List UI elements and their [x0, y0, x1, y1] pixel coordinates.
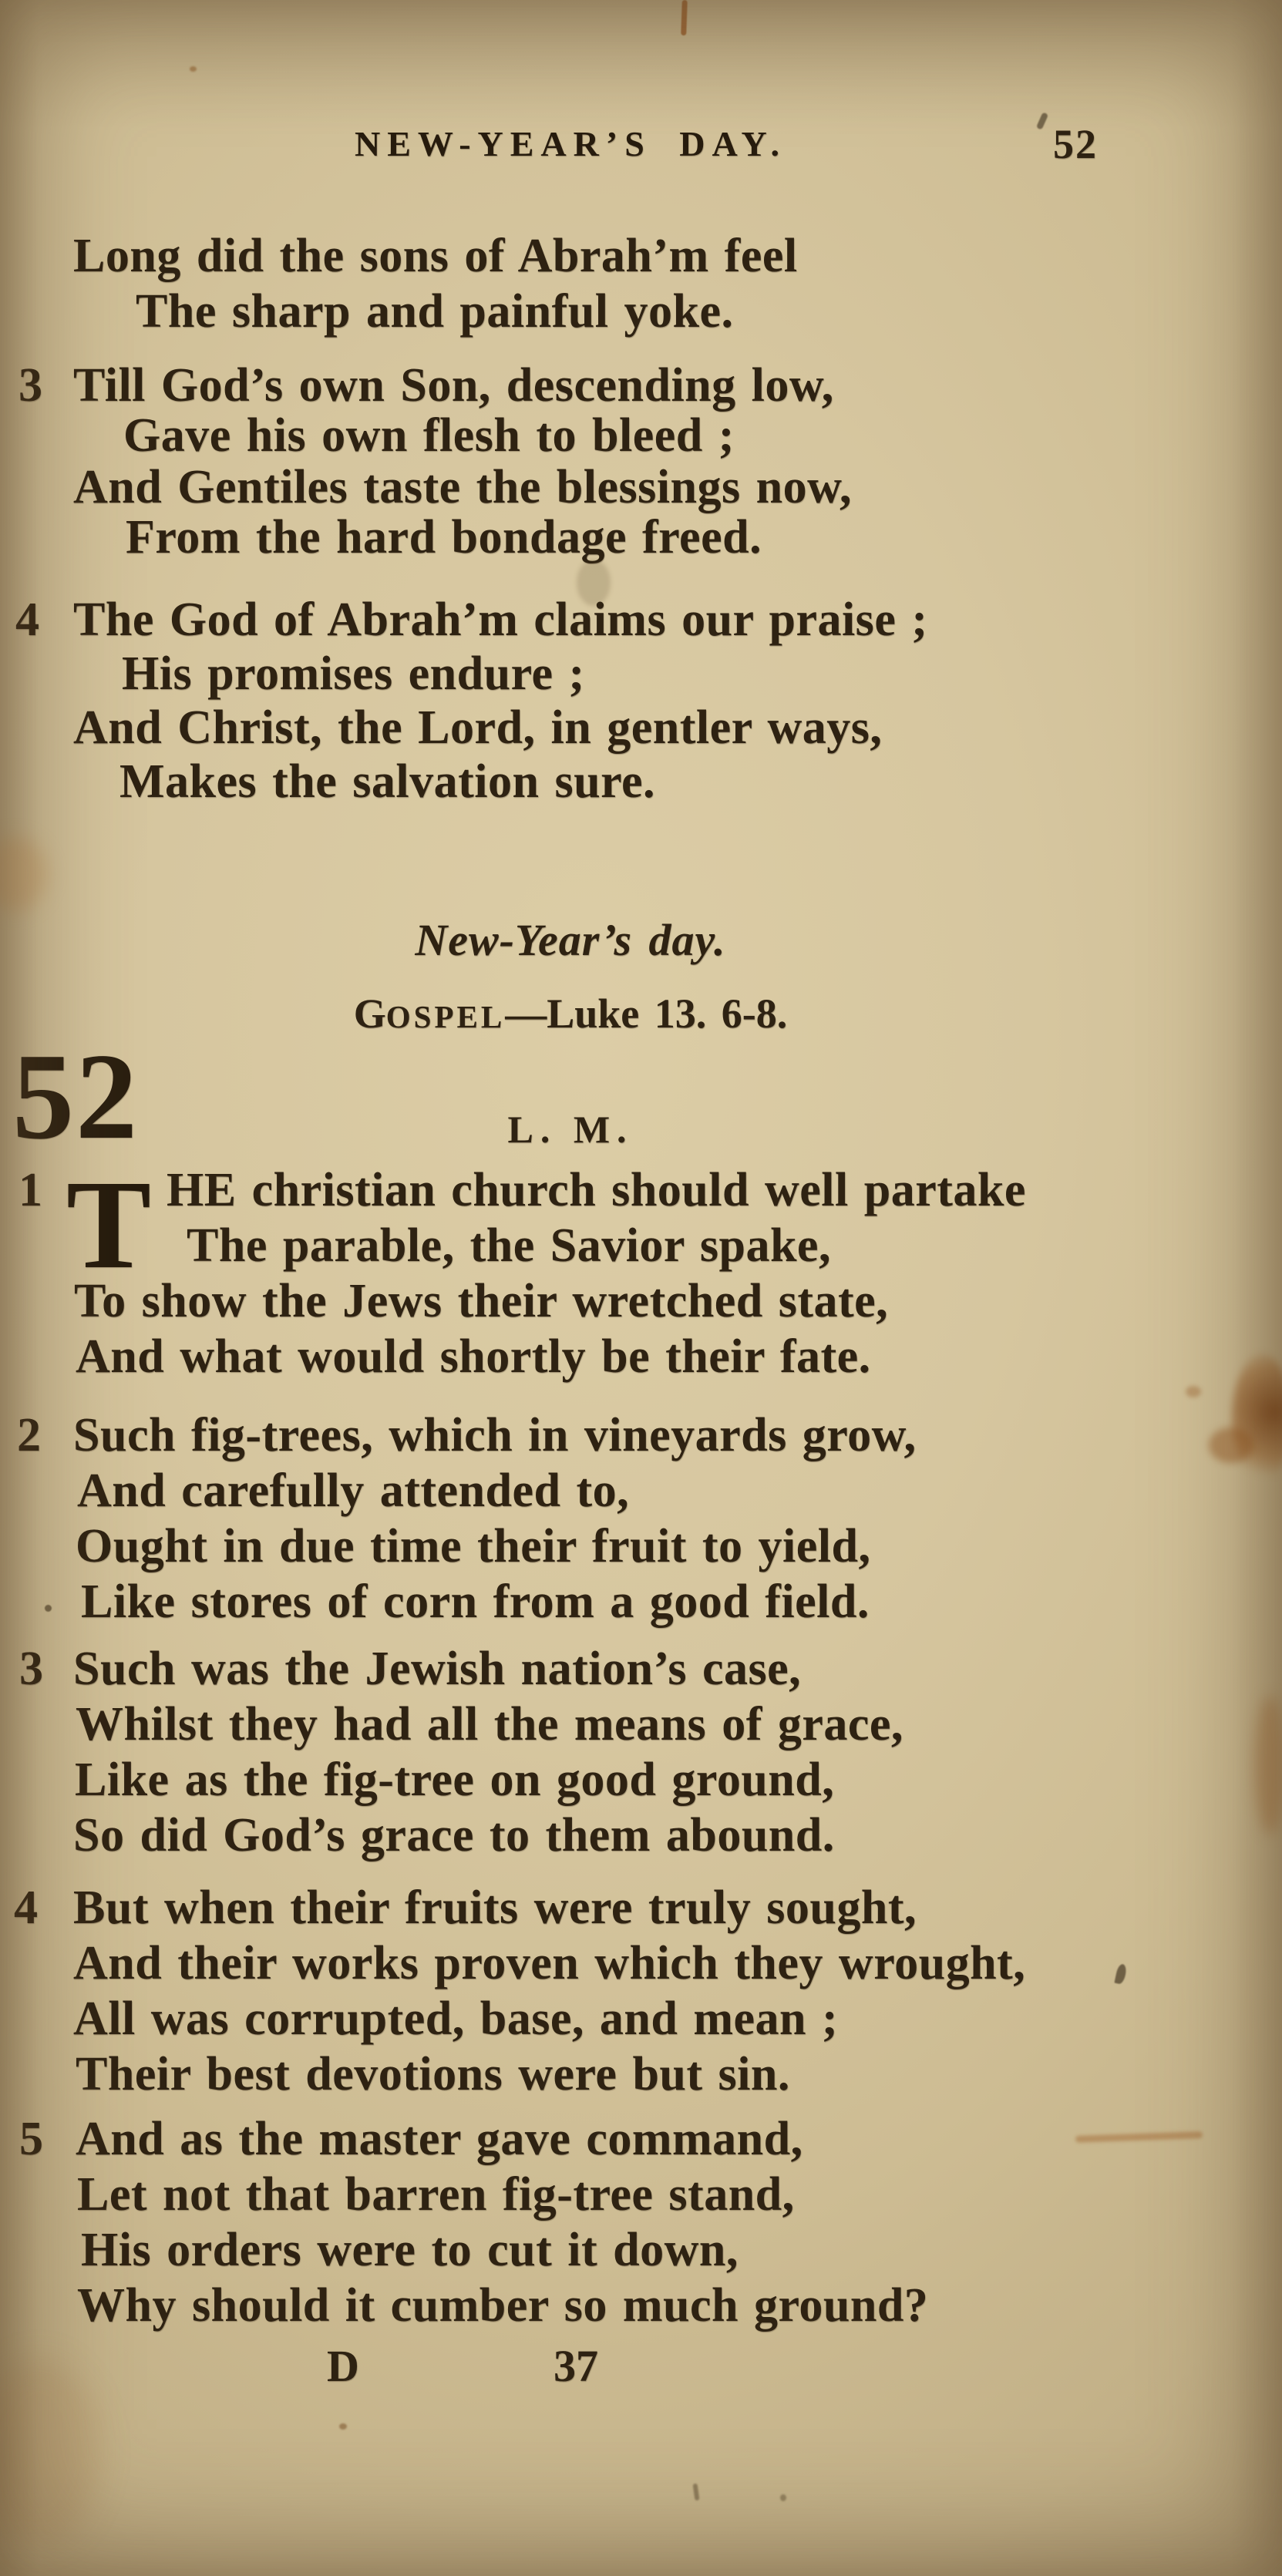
hymn-line: Like as the fig-tree on good ground,	[75, 1754, 835, 1806]
gospel-initial: G	[353, 990, 386, 1037]
bottom-tick-2	[780, 2494, 786, 2501]
hymn-line: Till God’s own Son, descending low,	[73, 359, 834, 412]
corner-stain-bottom-left	[0, 2359, 100, 2544]
hymn-line: Like stores of corn from a good field.	[81, 1576, 870, 1628]
verse-number: 3	[19, 1643, 43, 1695]
verse-number: 4	[14, 1882, 38, 1934]
fiber-scratch	[681, 0, 688, 35]
hymn-line: Whilst they had all the means of grace,	[76, 1698, 903, 1750]
hymn-line: Gave his own flesh to bleed ;	[123, 409, 735, 462]
rust-stain-right-lower	[1255, 1696, 1282, 1834]
hymn-line: And their works proven which they wrought,	[73, 1937, 1026, 1989]
edge-stain-left	[0, 837, 48, 911]
margin-dot	[45, 1605, 52, 1612]
drop-cap: T	[66, 1154, 152, 1295]
hymn-line: All was corrupted, base, and mean ;	[73, 1993, 839, 2045]
rust-stain-right-satellite	[1209, 1428, 1253, 1463]
hymn-line: And Christ, the Lord, in gentler ways,	[73, 701, 883, 754]
hymn-line: Such fig-trees, which in vineyards grow,	[73, 1409, 917, 1461]
verse-number: 2	[17, 1409, 41, 1461]
hymn-line: The sharp and painful yoke.	[136, 285, 734, 338]
occasion-heading: New-Year’s day.	[415, 915, 726, 965]
paper-speck	[190, 66, 197, 72]
rust-dot-right	[1186, 1386, 1201, 1397]
hymn-line: Why should it cumber so much ground?	[77, 2279, 929, 2332]
hymn-line: And what would shortly be their fate.	[76, 1330, 871, 1383]
hymn-line: Makes the salvation sure.	[119, 755, 656, 808]
gospel-smallcaps: OSPEL	[385, 999, 506, 1034]
bottom-tick-1	[692, 2484, 699, 2501]
hymn-line: His orders were to cut it down,	[81, 2224, 739, 2276]
page-number-bottom: 37	[554, 2341, 598, 2391]
hymn-line: And as the master gave command,	[76, 2113, 803, 2165]
paper-speck-bottom	[339, 2423, 347, 2430]
gospel-citation: —Luke 13. 6-8.	[505, 990, 788, 1037]
hymn-line: And Gentiles taste the blessings now,	[73, 461, 852, 513]
hymn-line: So did God’s grace to them abound.	[73, 1809, 835, 1861]
rust-stain-right-main	[1232, 1354, 1282, 1483]
hymn-line: The God of Abrah’m claims our praise ;	[73, 594, 928, 646]
hymn-line: HE christian church should well partake	[167, 1164, 1026, 1216]
hymn-line: To show the Jews their wretched state,	[74, 1275, 889, 1327]
rust-streak	[1075, 2131, 1203, 2143]
hymn-line: His promises endure ;	[122, 647, 585, 700]
hymn-number: 52	[12, 1027, 139, 1165]
verse-number: 5	[19, 2113, 43, 2165]
hymn-line: But when their fruits were truly sought,	[73, 1882, 917, 1934]
verse-number: 4	[15, 594, 39, 646]
hymn-meter: L. M.	[507, 1108, 634, 1151]
gospel-reference	[0, 990, 1141, 1037]
hymn-line: The parable, the Savior spake,	[187, 1219, 831, 1272]
verse-number: 1	[19, 1164, 42, 1216]
running-head-title: NEW-YEAR’S DAY.	[355, 124, 786, 163]
hymn-line: Ought in due time their fruit to yield,	[76, 1520, 871, 1572]
ink-comma-margin	[1114, 1963, 1127, 1985]
hymn-line: From the hard bondage freed.	[126, 511, 762, 563]
page-number-top: 52	[1053, 121, 1098, 167]
hymn-line: And carefully attended to,	[77, 1465, 630, 1517]
hymn-line: Let not that barren fig-tree stand,	[77, 2168, 795, 2221]
hymn-line: Their best devotions were but sin.	[76, 2048, 790, 2100]
hymn-line: Long did the sons of Abrah’m feel	[73, 230, 798, 282]
verse-number: 3	[19, 359, 42, 412]
signature-mark: D	[327, 2341, 359, 2391]
hymn-line: Such was the Jewish nation’s case,	[73, 1643, 802, 1695]
